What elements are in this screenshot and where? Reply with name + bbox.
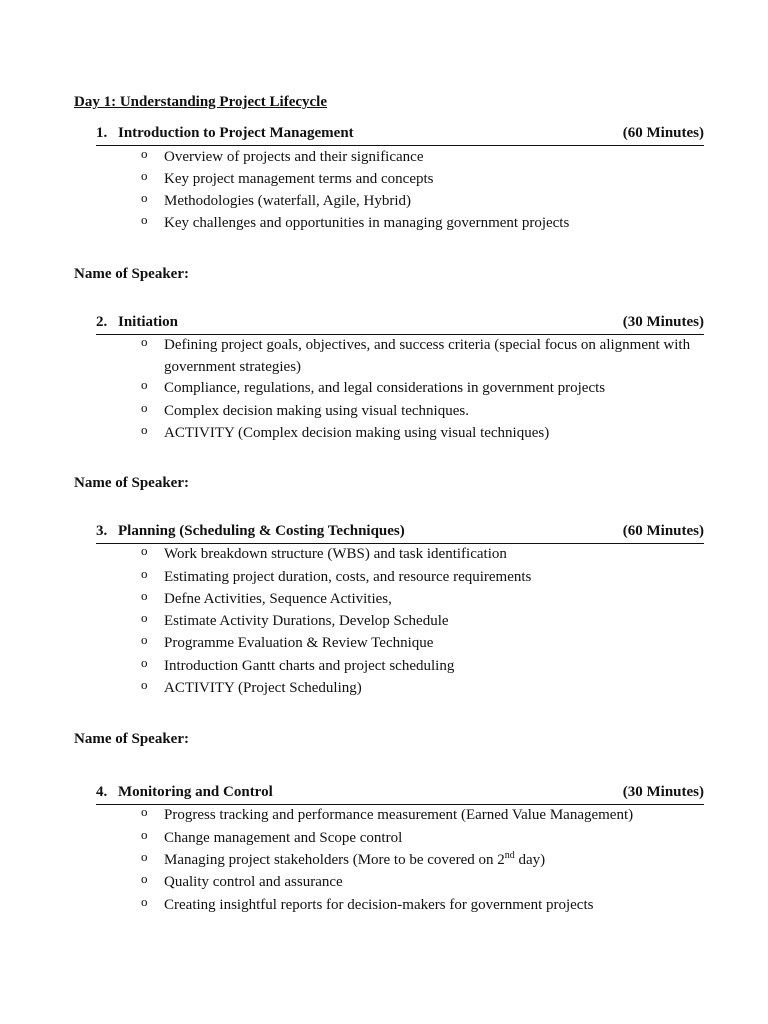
bullet-marker: o — [141, 190, 148, 205]
list-item-text: Defining project goals, objectives, and success criteria (special focus on alignment with government strategies) — [164, 337, 691, 375]
bullet-marker: o — [141, 894, 148, 909]
list-item-text: Introduction Gantt charts and project scheduling — [164, 658, 455, 674]
bullet-marker: o — [141, 400, 148, 415]
list-item-text: Estimating project duration, costs, and resource requirements — [164, 569, 532, 585]
list-item-text-tail: day) — [514, 852, 546, 868]
list-item-text: Overview of projects and their significance — [164, 149, 424, 165]
speaker-label: Name of Speaker: — [74, 475, 189, 491]
list-item-text: Key challenges and opportunities in managing government projects — [164, 215, 570, 231]
bullet-marker: o — [141, 849, 148, 864]
bullet-marker: o — [141, 543, 148, 558]
list-item-text: Change management and Scope control — [164, 830, 403, 846]
bullet-marker: o — [141, 804, 148, 819]
section-heading — [96, 784, 704, 805]
list-item-text: Quality control and assurance — [164, 874, 343, 890]
list-item-text-main: Managing project stakeholders (More to be covered on 2 — [164, 852, 505, 868]
section-number: 2. — [96, 314, 108, 330]
bullet-marker: o — [141, 827, 148, 842]
bullet-marker: o — [141, 422, 148, 437]
bullet-marker: o — [141, 677, 148, 692]
section-title: Monitoring and Control — [118, 784, 273, 800]
section-number: 1. — [96, 125, 108, 141]
bullet-marker: o — [141, 632, 148, 647]
section-title: Planning (Scheduling & Costing Techniques) — [118, 523, 405, 539]
list-item-text: Work breakdown structure (WBS) and task identification — [164, 546, 507, 562]
section-number: 4. — [96, 784, 108, 800]
section-duration: (60 Minutes) — [622, 125, 704, 141]
list-item-text: ACTIVITY (Complex decision making using visual techniques) — [164, 425, 550, 441]
list-item-text: Key project management terms and concepts — [164, 171, 434, 187]
list-item-text: Estimate Activity Durations, Develop Schedule — [164, 613, 449, 629]
bullet-marker: o — [141, 146, 148, 161]
list-item-text: ACTIVITY (Project Scheduling) — [164, 680, 362, 696]
section-heading — [96, 523, 704, 544]
list-item-text: Defne Activities, Sequence Activities, — [164, 591, 392, 607]
section-heading — [96, 314, 704, 335]
bullet-marker: o — [141, 871, 148, 886]
bullet-marker: o — [141, 588, 148, 603]
section-duration: (30 Minutes) — [622, 784, 704, 800]
section-title: Initiation — [118, 314, 179, 330]
bullet-marker: o — [141, 334, 148, 349]
bullet-marker: o — [141, 655, 148, 670]
list-item-text: Progress tracking and performance measurement (Earned Value Management) — [164, 807, 634, 823]
list-item-text: Complex decision making using visual techniques. — [164, 403, 469, 419]
ordinal-suffix: nd — [504, 850, 515, 861]
bullet-marker: o — [141, 377, 148, 392]
bullet-marker: o — [141, 168, 148, 183]
section-title: Introduction to Project Management — [118, 125, 354, 141]
section-duration: (60 Minutes) — [622, 523, 704, 539]
day-title: Day 1: Understanding Project Lifecycle — [74, 94, 328, 110]
section-number: 3. — [96, 523, 108, 539]
speaker-label: Name of Speaker: — [74, 266, 189, 282]
list-item-text: Programme Evaluation & Review Technique — [164, 635, 434, 651]
bullet-marker: o — [141, 212, 148, 227]
list-item-text: Compliance, regulations, and legal considerations in government projects — [164, 380, 606, 396]
speaker-label: Name of Speaker: — [74, 731, 189, 747]
bullet-marker: o — [141, 610, 148, 625]
section-heading — [96, 125, 704, 146]
bullet-marker: o — [141, 566, 148, 581]
list-item-text — [164, 849, 709, 871]
list-item-text: Methodologies (waterfall, Agile, Hybrid) — [164, 193, 412, 209]
section-duration: (30 Minutes) — [622, 314, 704, 330]
list-item-text: Creating insightful reports for decision-makers for government projects — [164, 897, 594, 913]
